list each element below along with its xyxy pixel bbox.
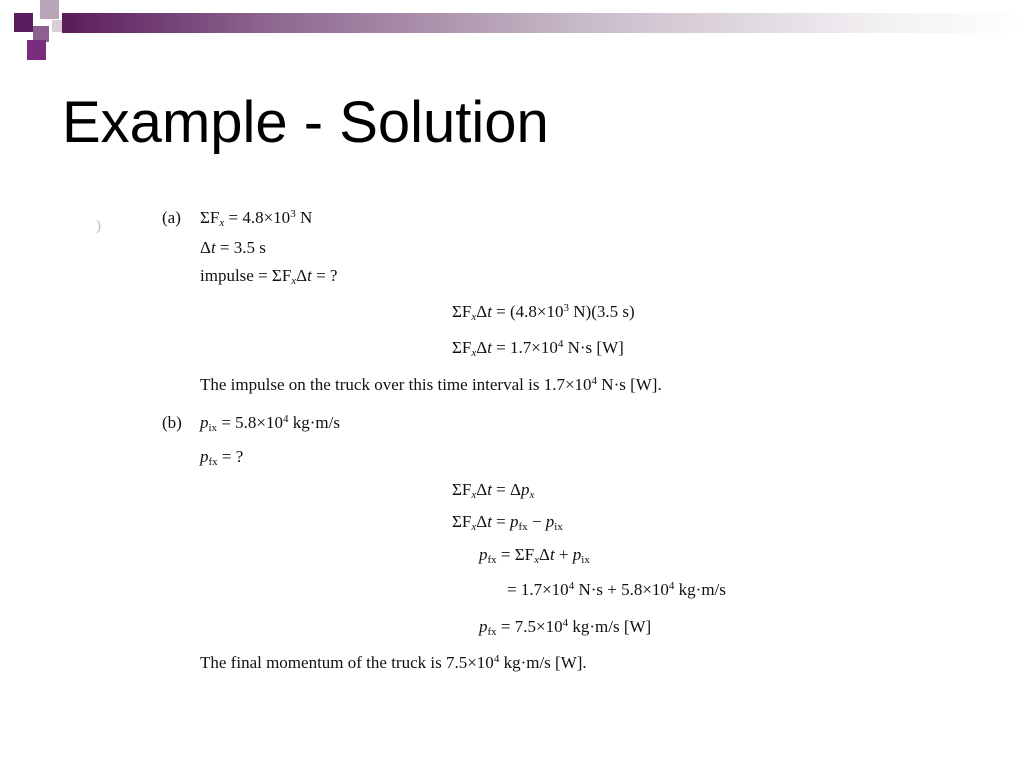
part-b-conclusion-text: The final momentum of the truck is <box>200 653 442 672</box>
part-b-label: (b) <box>162 413 182 432</box>
part-b-eq-3: $p_{fx} = \Sigma F_x\Delta t + p_{ix}$ <box>479 545 590 566</box>
part-b-conclusion: The final momentum of the truck is $7.5\times 10^4$ kg·m/s [W]. <box>200 653 587 672</box>
part-b-unknown: $p_{fx}$ = ? <box>200 447 244 468</box>
part-b-eq-1: $\Sigma F_x\Delta t = \Delta p_x$ <box>452 480 535 501</box>
part-b-given-initial: (b) $p_{ix} = 5.8\times 10^4$ kg·m/s <box>162 413 340 434</box>
slide-title: Example - Solution <box>62 90 549 155</box>
part-a-label: (a) <box>162 208 181 227</box>
part-b-eq-2: $\Sigma F_x\Delta t = p_{fx} - p_{ix}$ <box>452 512 563 533</box>
decor-square <box>27 40 46 60</box>
part-a-step-1: $\Sigma F_x\Delta t = (4.8\times 10^3$ N)(3.5 s) <box>452 302 635 323</box>
part-a-conclusion: The impulse on the truck over this time interval is $1.7\times 10^4$ N·s [W]. <box>200 375 662 394</box>
decor-square <box>52 20 62 32</box>
part-a-given-force: (a) $\Sigma F_x = 4.8\times 10^3$ N <box>162 208 313 229</box>
part-a-step-2: $\Sigma F_x\Delta t = 1.7\times 10^4$ N·s [W] <box>452 338 624 359</box>
decor-square <box>14 13 33 32</box>
scan-artifact: ) <box>96 218 101 234</box>
header-gradient-bar <box>62 13 1024 33</box>
part-a-unknown: impulse = $\Sigma F_x\Delta t$ = ? <box>200 266 338 287</box>
part-a-given-time: Δt = 3.5 s <box>200 238 266 257</box>
part-a-conclusion-text: The impulse on the truck over this time interval is <box>200 375 540 394</box>
part-b-eq-4: = $1.7\times 10^4$ $N\cdot s + 5.8\times 10^4$ kg·m/s <box>507 580 726 599</box>
decor-square <box>40 0 59 19</box>
part-b-eq-5: $p_{fx} = 7.5\times 10^4$ kg·m/s [W] <box>479 617 652 638</box>
